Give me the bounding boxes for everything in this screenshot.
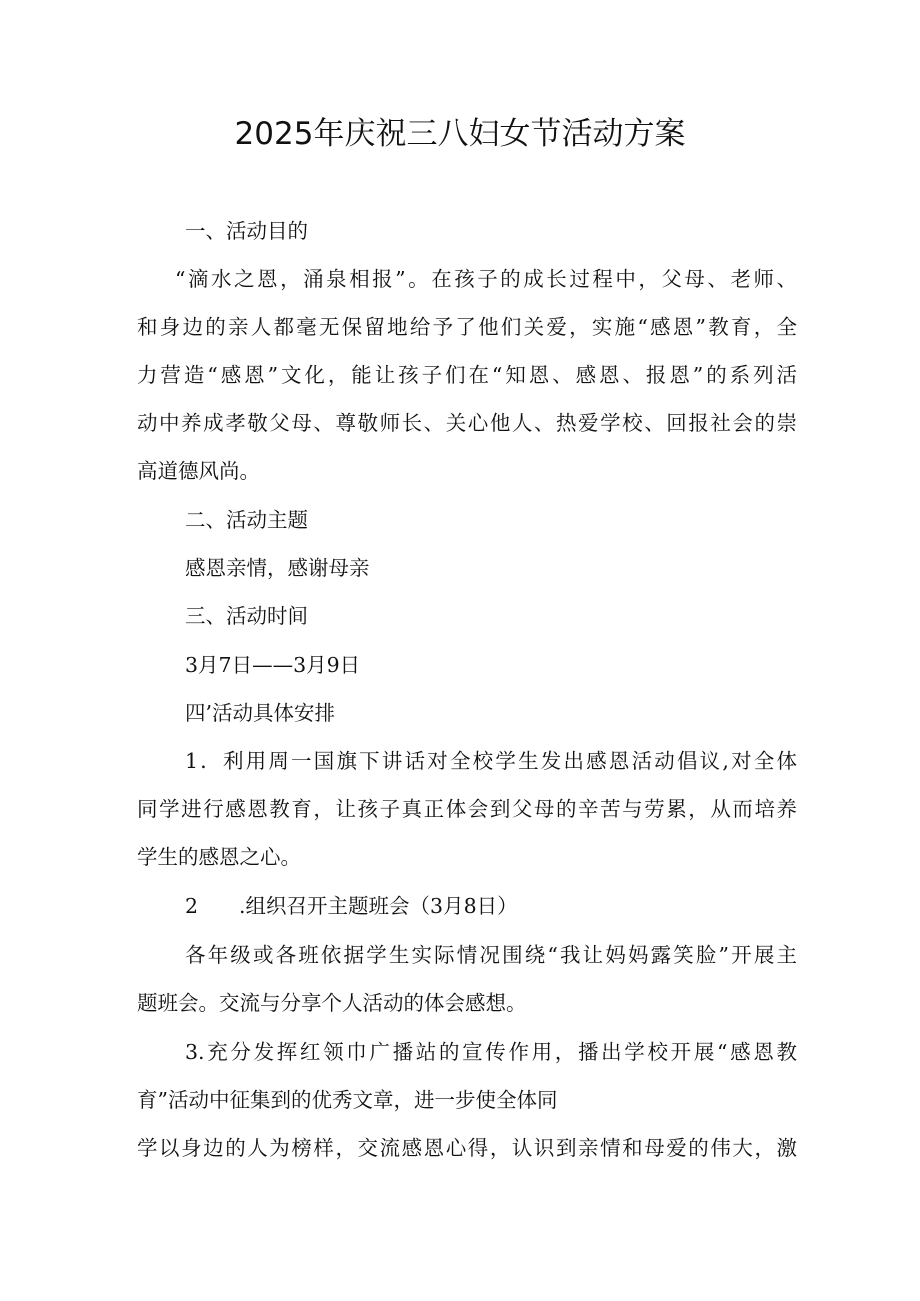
paragraph-line: 3月7日——3月9日: [185, 653, 361, 677]
paragraph-line: 育”活动中征集到的优秀文章，进一步使全体同: [137, 1088, 558, 1112]
paragraph-line: 题班会。交流与分享个人活动的体会感想。: [137, 991, 527, 1015]
paragraph-line: 感恩亲情，感谢母亲: [185, 556, 370, 580]
section-heading-theme: 二、活动主题: [185, 508, 308, 532]
section-heading-arrangement: 四’活动具体安排: [185, 701, 336, 725]
paragraph-line: “滴水之恩，涌泉相报”。在孩子的成长过程中，父母、老师、: [175, 267, 797, 291]
paragraph-line: 和身边的亲人都毫无保留地给予了他们关爱，实施“感恩”教育，全: [137, 315, 797, 339]
paragraph-line: 各年级或各班依据学生实际情况围绕“我让妈妈露笑脸”开展主: [185, 943, 797, 967]
section-heading-time: 三、活动时间: [185, 604, 308, 628]
section-heading-purpose: 一、活动目的: [185, 219, 308, 243]
paragraph-line: 学生的感恩之心。: [137, 845, 301, 869]
paragraph-line: 3.充分发挥红领巾广播站的宣传作用，播出学校开展“感恩教: [185, 1040, 797, 1064]
paragraph-line: 1．利用周一国旗下讲话对全校学生发出感恩活动倡议,对全体: [185, 749, 797, 773]
paragraph-line: 学以身边的人为榜样，交流感恩心得，认识到亲情和母爱的伟大，激: [137, 1136, 797, 1160]
document-title: 2025年庆祝三八妇女节活动方案: [234, 116, 686, 152]
paragraph-line: 2 .组织召开主题班会（3月8日）: [185, 894, 518, 918]
paragraph-line: 高道德风尚。: [137, 459, 260, 483]
paragraph-line: 同学进行感恩教育，让孩子真正体会到父母的辛苦与劳累，从而培养: [137, 797, 797, 821]
paragraph-line: 动中养成孝敬父母、尊敬师长、关心他人、热爱学校、回报社会的崇: [137, 411, 797, 435]
paragraph-line: 力营造“感恩”文化，能让孩子们在“知恩、感恩、报恩”的系列活: [137, 363, 797, 387]
